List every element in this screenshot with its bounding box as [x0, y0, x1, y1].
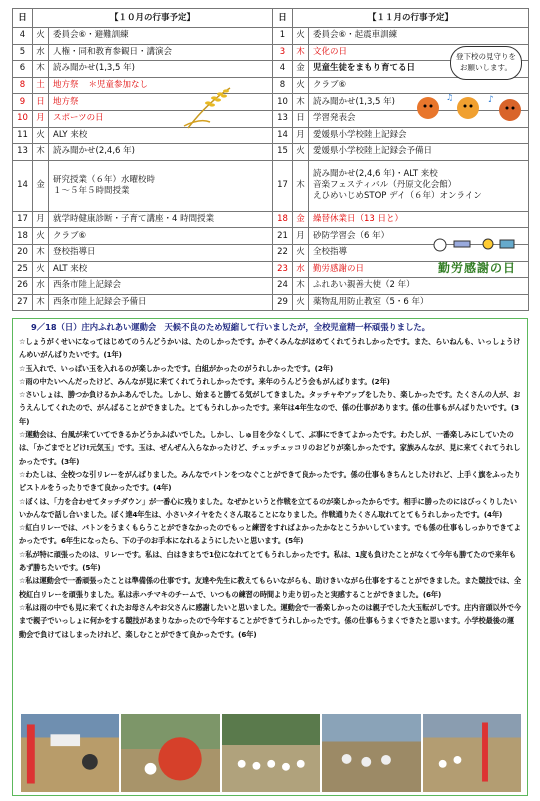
oct-weekday: 火 — [33, 261, 49, 278]
oct-event — [49, 261, 273, 278]
oct-date: 14 — [13, 160, 33, 211]
photo-1 — [21, 714, 119, 792]
nov-event-text: 音楽フェスティバル（丹原文化会館） — [313, 180, 457, 191]
oct-event — [49, 61, 273, 78]
header-day-oct: 日 — [13, 9, 33, 28]
calendar-row — [13, 28, 529, 45]
oct-event-text: 西条市陸上記録会予備日 — [53, 297, 147, 308]
report-paragraph: ☆ぼくは、「力を合わせてタッチダウン」が一番心に残りました。なぜかというと作戦を立てるのが楽しかったからです。相手に勝ったのにはびっくりしたいいかんなで話し合いました。ぼく達4年生は、小さいタイヤをたくさん取ることになりました。作戦通りたくさん取れてとてもうれしかったです。(4年) — [19, 496, 517, 519]
header-day-nov: 日 — [273, 9, 293, 28]
oct-date: 17 — [13, 211, 33, 228]
oct-date: 26 — [13, 278, 33, 295]
report-paragraph: ☆玉入れで、いっぱい玉を入れるのが楽しかったです。白組がかったのがうれしかったです。(2年) — [19, 363, 333, 373]
report-paragraph: ☆雨の中たいへんだったけど、みんなが見に来てくれてうれしかったです。来年のうんどう会もがんばります。(2年) — [19, 376, 390, 386]
nov-date: 15 — [273, 144, 293, 161]
oct-event — [49, 160, 273, 211]
nov-weekday: 木 — [293, 44, 309, 61]
oct-weekday: 火 — [33, 228, 49, 245]
nov-event-text: 全校指導 — [313, 247, 348, 258]
oct-event-text: ALY 来校 — [53, 129, 88, 140]
oct-weekday: 木 — [33, 244, 49, 261]
labor-day-badge — [430, 237, 522, 283]
calendar-row — [13, 127, 529, 144]
nov-date: 8 — [273, 77, 293, 94]
oct-event-text: スポーツの日 — [53, 113, 104, 124]
nov-event-text: 砂防学習会（6 年） — [313, 230, 390, 241]
oct-event-text: 読み聞かせ(1,3,5 年) — [53, 63, 135, 74]
nov-date: 24 — [273, 278, 293, 295]
nov-event — [309, 144, 529, 161]
nov-event-text: 学習発表会 — [313, 113, 356, 124]
nov-date: 4 — [273, 61, 293, 78]
bubble-line2: お願いします。 — [460, 63, 512, 72]
report-paragraph: ☆わたしは、全校つな引リレーをがんばりました。みんなでバトンをつなぐことができて良かったです。係の仕事もきちんとしたけれど、上手く旗をふったりピストルをうったりできて良かったです。(4年) — [19, 469, 521, 493]
nov-event — [309, 160, 529, 211]
nov-date: 10 — [273, 94, 293, 111]
oct-date: 4 — [13, 28, 33, 45]
oct-weekday: 日 — [33, 94, 49, 111]
nov-date: 29 — [273, 294, 293, 311]
oct-date: 20 — [13, 244, 33, 261]
nov-date: 22 — [273, 244, 293, 261]
report-paragraph: ☆私が特に頑張ったのは、リレーです。私は、白はきまちで1位になれてとてもうれしかったです。私は、1度も負けたことがなくて今年も勝てたので来年もあず勝ちたいです。(5年) — [19, 549, 516, 573]
nov-date: 21 — [273, 228, 293, 245]
nov-weekday: 金 — [293, 211, 309, 228]
sports-day-report — [12, 318, 528, 796]
oct-weekday: 水 — [33, 44, 49, 61]
report-paragraph: ☆紅白リレーでは、バトンをうまくもらうことができなかったのでもっと練習をすればよかったかなとこうかいしています。でも係の仕事もしっかりできてよかったです。6年生になったら、下の子のお手本になれるようにしたいと思います。(5年) — [19, 523, 521, 546]
nov-event-text: 委員会⑥・起震車訓練 — [313, 30, 398, 41]
report-paragraph: ☆私は雨の中でも見に来てくれたお母さんやお父さんに感謝したいと思いました。運動会で一番楽しかったのは親子でした大玉転がしです。庄内音頭以外で今まで親子でいっしょに何かをする競技があまりなかったので今年することができてうれしかったです。係の仕事もうまくできたと思います。小学校最後の運動会で負けてはしまったけれど、楽しむことができて良かったです。(6年) — [19, 602, 521, 639]
report-paragraph: ☆さいしょは、勝つか負けるかふあんでした。しかし、始まると勝てる気がしてきました。タッチャやアップをしたり、楽しかったです。たくさんの人が、おうえんしてくれたので、がんばることができました。とてもうれしかったです。来年は4年生なので、係の仕事があります。係の仕事もがんばりたいです。(3年) — [19, 390, 521, 426]
oct-weekday: 土 — [33, 77, 49, 94]
watch-over-bubble — [450, 46, 522, 80]
oct-weekday: 月 — [33, 110, 49, 127]
oct-date: 8 — [13, 77, 33, 94]
oct-event — [49, 278, 273, 295]
nov-weekday: 火 — [293, 294, 309, 311]
nov-date: 13 — [273, 110, 293, 127]
oct-weekday: 水 — [33, 278, 49, 295]
nov-event-text: 文化の日 — [313, 46, 348, 57]
nov-event-text: クラブ⑥ — [313, 80, 347, 91]
oct-event-text: 地方祭 — [53, 80, 79, 91]
oct-weekday: 木 — [33, 144, 49, 161]
oct-event-text: 人権・同和教育参観日・講演会 — [53, 46, 173, 57]
nov-weekday: 木 — [293, 160, 309, 211]
nov-event-text: 読み聞かせ(1,3,5 年) — [313, 96, 395, 107]
oct-date: 6 — [13, 61, 33, 78]
calendar-row — [13, 160, 529, 211]
oct-event — [49, 228, 273, 245]
report-paragraph: ☆私は運動会で一番頑張ったことは準備係の仕事です。友達や先生に教えてもらいながらも、助けきいながら仕事をすることができました。また競技では、全校紅白リレーを頑張りました。私は赤ハチマキのチームで、いつもの練習の時間より走り切ったと実感することができました。(6年) — [19, 576, 521, 599]
nov-date: 3 — [273, 44, 293, 61]
nov-event — [309, 211, 529, 228]
oct-event-note: １～５年５時間授業 — [53, 185, 130, 196]
oct-event-text: クラブ⑥ — [53, 230, 87, 241]
nov-event — [309, 127, 529, 144]
oct-event-text: 地方祭 — [53, 96, 79, 107]
report-paragraph: ☆しょうがくせいになってはじめてのうんどうかいは、たのしかったです。かぞくみんながほめてくれてうれしかったです。また、らいねんも、いっしょうけんめいがんばりたいです。(1年) — [19, 337, 521, 360]
nov-event-text: ふれあい親善大使（2 年） — [313, 280, 415, 291]
mascot-illustration — [412, 92, 530, 126]
nov-weekday: 火 — [293, 144, 309, 161]
oct-date: 10 — [13, 110, 33, 127]
badge-text: 勤労感謝の日 — [438, 261, 517, 275]
oct-weekday: 木 — [33, 61, 49, 78]
nov-date: 17 — [273, 160, 293, 211]
nov-weekday: 月 — [293, 228, 309, 245]
svg-text:♪: ♪ — [488, 95, 494, 105]
nov-date: 1 — [273, 28, 293, 45]
nov-weekday: 火 — [293, 28, 309, 45]
nov-weekday: 火 — [293, 244, 309, 261]
nov-event-text: 児童生徒をまもり育てる日 — [313, 63, 416, 74]
nov-event-text: 読み聞かせ(2,4,6 年)・ALT 来校 — [313, 169, 438, 180]
nov-weekday: 木 — [293, 94, 309, 111]
nov-event-text: 愛媛県小学校陸上記録会 — [313, 129, 407, 140]
photo-5 — [423, 714, 521, 792]
calendar-row — [13, 144, 529, 161]
nov-event — [309, 294, 529, 311]
oct-event — [49, 144, 273, 161]
photo-4 — [322, 714, 420, 792]
nov-date: 23 — [273, 261, 293, 278]
oct-event — [49, 244, 273, 261]
nov-event-text: 愛媛県小学校陸上記録会予備日 — [313, 146, 433, 157]
oct-weekday: 木 — [33, 294, 49, 311]
oct-date: 13 — [13, 144, 33, 161]
oct-weekday: 火 — [33, 127, 49, 144]
report-body — [13, 335, 527, 641]
nov-weekday: 水 — [293, 261, 309, 278]
oct-event — [49, 44, 273, 61]
oct-event-text: 研究授業（６年）水曜校時 — [53, 174, 156, 185]
photo-strip — [21, 714, 521, 792]
oct-event-text: 西条市陸上記録会 — [53, 280, 122, 291]
oct-date: 25 — [13, 261, 33, 278]
nov-event — [309, 28, 529, 45]
nov-date: 14 — [273, 127, 293, 144]
calendar-row — [13, 211, 529, 228]
header-october: 【１０月の行事予定】 — [33, 9, 273, 28]
oct-event-text: 読み聞かせ(2,4,6 年) — [53, 146, 135, 157]
nov-weekday: 火 — [293, 77, 309, 94]
oct-event-text: 委員会⑥・避難訓練 — [53, 30, 129, 41]
calendar-row — [13, 294, 529, 311]
oct-event — [49, 28, 273, 45]
nov-weekday: 月 — [293, 127, 309, 144]
oct-date: 18 — [13, 228, 33, 245]
svg-text:♫: ♫ — [446, 93, 454, 102]
oct-event-text: 就学時健康診断・子育て講座・4 時間授業 — [53, 214, 215, 225]
nov-event-text: 薬物乱用防止教室（5・6 年） — [313, 297, 429, 308]
nov-event-text: 勤労感謝の日 — [313, 263, 365, 274]
oct-date: 11 — [13, 127, 33, 144]
nov-event-text: 繰替休業日（13 日と） — [313, 214, 404, 225]
photo-3 — [222, 714, 320, 792]
nov-weekday: 日 — [293, 110, 309, 127]
oct-date: 5 — [13, 44, 33, 61]
oct-event-text: 登校指導日 — [53, 247, 96, 258]
oct-weekday: 火 — [33, 28, 49, 45]
bubble-line1: 登下校の見守りを — [456, 52, 516, 61]
oct-event — [49, 211, 273, 228]
oct-date: 27 — [13, 294, 33, 311]
oct-event — [49, 294, 273, 311]
nov-weekday: 金 — [293, 61, 309, 78]
report-title: 9／18（日）庄内ふれあい運動会 天候不良のため短縮して行いましたが，全校児童精一杯頑張りました。 — [31, 322, 430, 332]
nov-weekday: 木 — [293, 278, 309, 295]
report-paragraph: ☆運動会は、台風が来ていてできるかどうかふぱいでした。しかし、しゅ目を少なくして、ぶ事にできてよかったです。わたしが、一番楽しみにしていたのは、「かごまでとどけ!元気玉」です。玉は、ぜんぜん入らなかったけど、チェッチェッコリのおどりが楽しかったです。家族みんなが、見に来てくれてうれしかったです。(3年) — [19, 430, 521, 466]
photo-2 — [121, 714, 219, 792]
oct-event-note: ＊児童参加なし — [88, 80, 149, 91]
oct-event-text: ALT 来校 — [53, 263, 88, 274]
nov-date: 18 — [273, 211, 293, 228]
header-november: 【１１月の行事予定】 — [293, 9, 529, 28]
oct-weekday: 金 — [33, 160, 49, 211]
oct-date: 9 — [13, 94, 33, 111]
oct-weekday: 月 — [33, 211, 49, 228]
rice-grain-illustration — [180, 82, 240, 132]
nov-event-text: えひめいじめSTOP デイ（６年）オンライン — [313, 191, 482, 202]
